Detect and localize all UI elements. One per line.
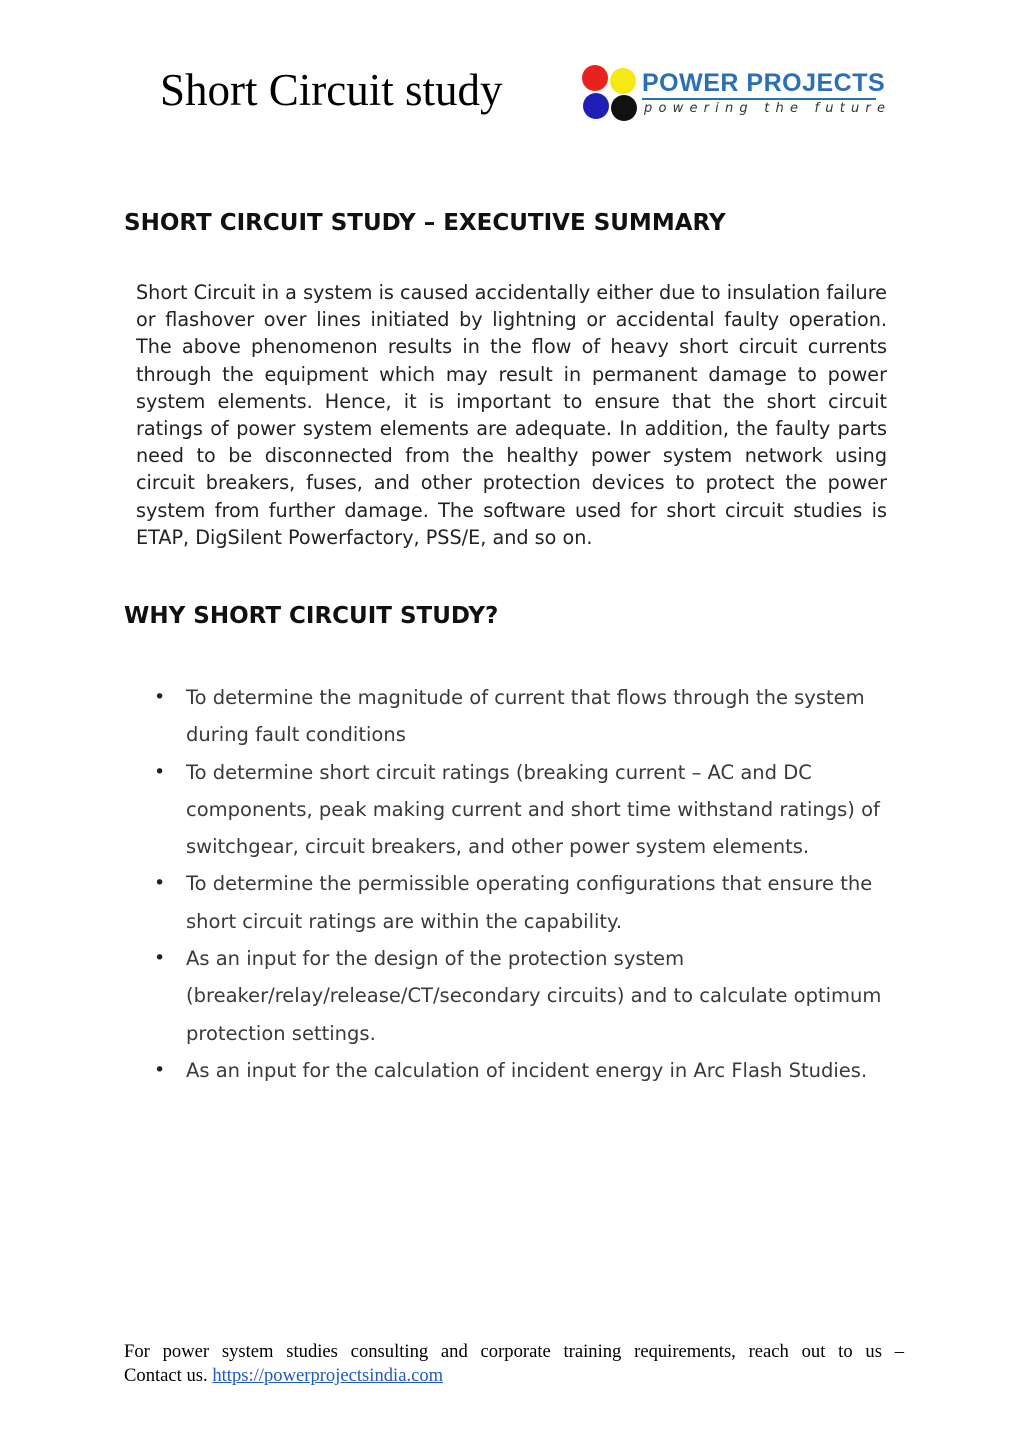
logo-name: POWER PROJECTS (642, 69, 886, 97)
bullet-icon: • (154, 1058, 166, 1081)
why-bullet-list (136, 679, 896, 1089)
list-item (136, 1052, 896, 1089)
list-item-text: To determine the permissible operating configurations that ensure the short circuit ratings are within the capability. (186, 872, 873, 933)
list-item (136, 679, 896, 754)
list-item (136, 754, 896, 866)
bullet-icon: • (154, 686, 166, 708)
logo-divider (642, 98, 876, 100)
page-title: Short Circuit study (160, 65, 503, 115)
logo-black-dot (611, 95, 637, 121)
list-item-text: As an input for the design of the protection system (breaker/relay/release/CT/secondary circuits) and to calculate optimum protection settings. (186, 947, 882, 1045)
bullet-icon: • (154, 760, 166, 783)
why-heading: WHY SHORT CIRCUIT STUDY? (124, 603, 499, 629)
footer-contact-label: Contact us. (124, 1365, 213, 1386)
list-item (136, 865, 896, 940)
list-item-text: As an input for the calculation of incident energy in Arc Flash Studies. (186, 1058, 868, 1082)
logo-yellow-dot (610, 68, 636, 94)
logo-blue-dot (583, 93, 609, 119)
logo-tagline: powering the future (644, 101, 892, 116)
bullet-icon: • (154, 947, 166, 970)
list-item-text: To determine the magnitude of current that flows through the system during fault conditions (186, 686, 865, 747)
bullet-icon: • (154, 872, 166, 895)
footer (124, 1340, 904, 1388)
summary-heading: SHORT CIRCUIT STUDY – EXECUTIVE SUMMARY (124, 210, 726, 236)
website-link[interactable]: https://powerprojectsindia.com (212, 1365, 444, 1386)
company-logo (580, 64, 892, 124)
summary-paragraph: Short Circuit in a system is caused accidentally either due to insulation failure or flashover over lines initiated by lightning or accidental faulty operation. The above phenomenon results in the flow of heavy short circuit currents through the equipment which may result in permanent damage to power system elements. Hence, it is important to ensure that the short circuit ratings of power system elements are adequate. In addition, the faulty parts need to be disconnected from the healthy power system network using circuit breakers, fuses, and other protection devices to protect the power system from further damage. The software used for short circuit studies is ETAP, DigSilent Powerfactory, PSS/E, and so on. (136, 281, 887, 549)
footer-line: For power system studies consulting and corporate training requirements, reach out to us – (124, 1341, 904, 1362)
list-item-text: To determine short circuit ratings (breaking current – AC and DC components, peak making current and short time withstand ratings) of switchgear, circuit breakers, and other power system elements. (186, 760, 880, 859)
list-item (136, 940, 896, 1052)
logo-red-dot (582, 65, 608, 91)
logo-dots-icon (580, 64, 636, 122)
